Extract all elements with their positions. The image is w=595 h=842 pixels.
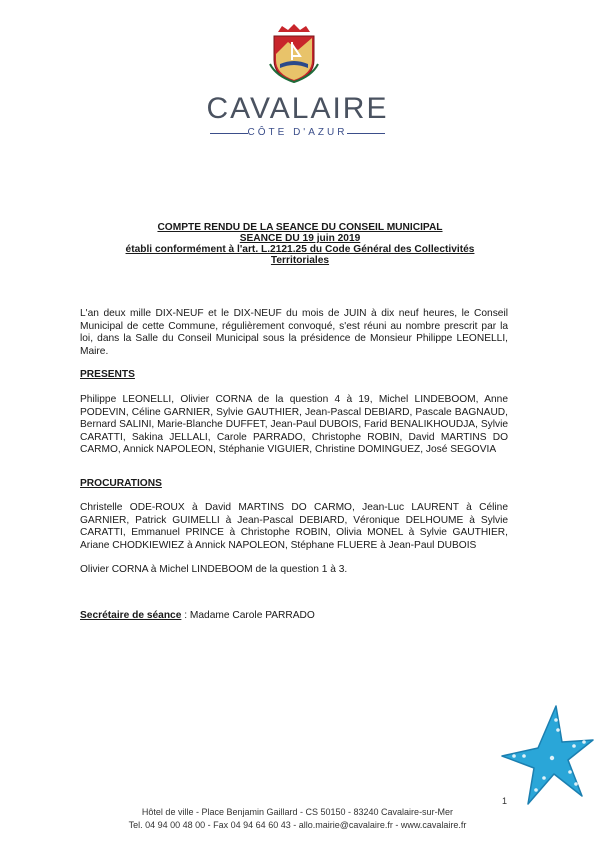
starfish-icon <box>498 700 595 810</box>
secretary-line <box>80 610 508 623</box>
document-title <box>100 222 500 266</box>
title-line-2: SEANCE DU 19 juin 2019 <box>239 233 361 244</box>
presents-heading: PRESENTS <box>80 369 135 380</box>
title-line-1: COMPTE RENDU DE LA SEANCE DU CONSEIL MUNICIPAL <box>157 222 443 233</box>
town-crest-icon <box>268 24 320 84</box>
title-line-3: établi conformément à l'art. L.2121.25 du Code Général des Collectivités <box>125 244 475 255</box>
secretary-value: : Madame Carole PARRADO <box>181 610 315 621</box>
procurations-list: Christelle ODE-ROUX à David MARTINS DO CARMO, Jean-Luc LAURENT à Céline GARNIER, Patrick GUIMELLI à Jean-Pascal DEBIARD, Véronique DELHOUME à Sylvie CARATTI, Emmanuel PRINCE à Christophe ROBIN, Olivia MONEL à Sylvie GAUTHIER, Ariane CHODKIEWIEZ à Annick NAPOLEON, Stéphane FLUERE à Jean-Paul DUBOIS <box>80 502 508 551</box>
procurations-heading: PROCURATIONS <box>80 478 162 489</box>
intro-paragraph: L'an deux mille DIX-NEUF et le DIX-NEUF du mois de JUIN à dix neuf heures, le Conseil Municipal de cette Commune, régulièrement convoqué, s'est réuni au nombre prescrit par la loi, dans la Salle du Conseil Municipal sous la présidence de Monsieur Philippe LEONELLI, Maire. <box>80 308 508 357</box>
presents-list: Philippe LEONELLI, Olivier CORNA de la question 4 à 19, Michel LINDEBOOM, Anne PODEVIN, Céline GARNIER, Sylvie GAUTHIER, Jean-Pascal DEBIARD, Pascale BAGNAUD, Bernard SALINI, Marie-Blanche DUFFET, Jean-Paul DUBOIS, Farid BENALIKHOUDJA, Sylvie CARATTI, Sakina JELLALI, Carole PARRADO, Christophe ROBIN, David MARTINS DO CARMO, Annick NAPOLEON, Stéphanie VIGUIER, Christine DOMINGUEZ, José SEGOVIA <box>80 394 508 456</box>
brand-name: CAVALAIRE <box>206 92 389 125</box>
procurations-extra: Olivier CORNA à Michel LINDEBOOM de la question 1 à 3. <box>80 564 348 575</box>
brand-subtitle: CÔTE D'AZUR <box>247 127 348 138</box>
footer-address: Hôtel de ville - Place Benjamin Gaillard - CS 50150 - 83240 Cavalaire-sur-Mer <box>141 807 454 817</box>
secretary-label: Secrétaire de séance <box>80 610 182 621</box>
brand-rule-right <box>347 133 385 134</box>
page-number: 1 <box>502 796 508 806</box>
footer-contact: Tel. 04 94 00 48 00 - Fax 04 94 64 60 43 - allo.mairie@cavalaire.fr - www.cavalaire.fr <box>128 820 467 830</box>
title-line-4: Territoriales <box>270 255 330 266</box>
